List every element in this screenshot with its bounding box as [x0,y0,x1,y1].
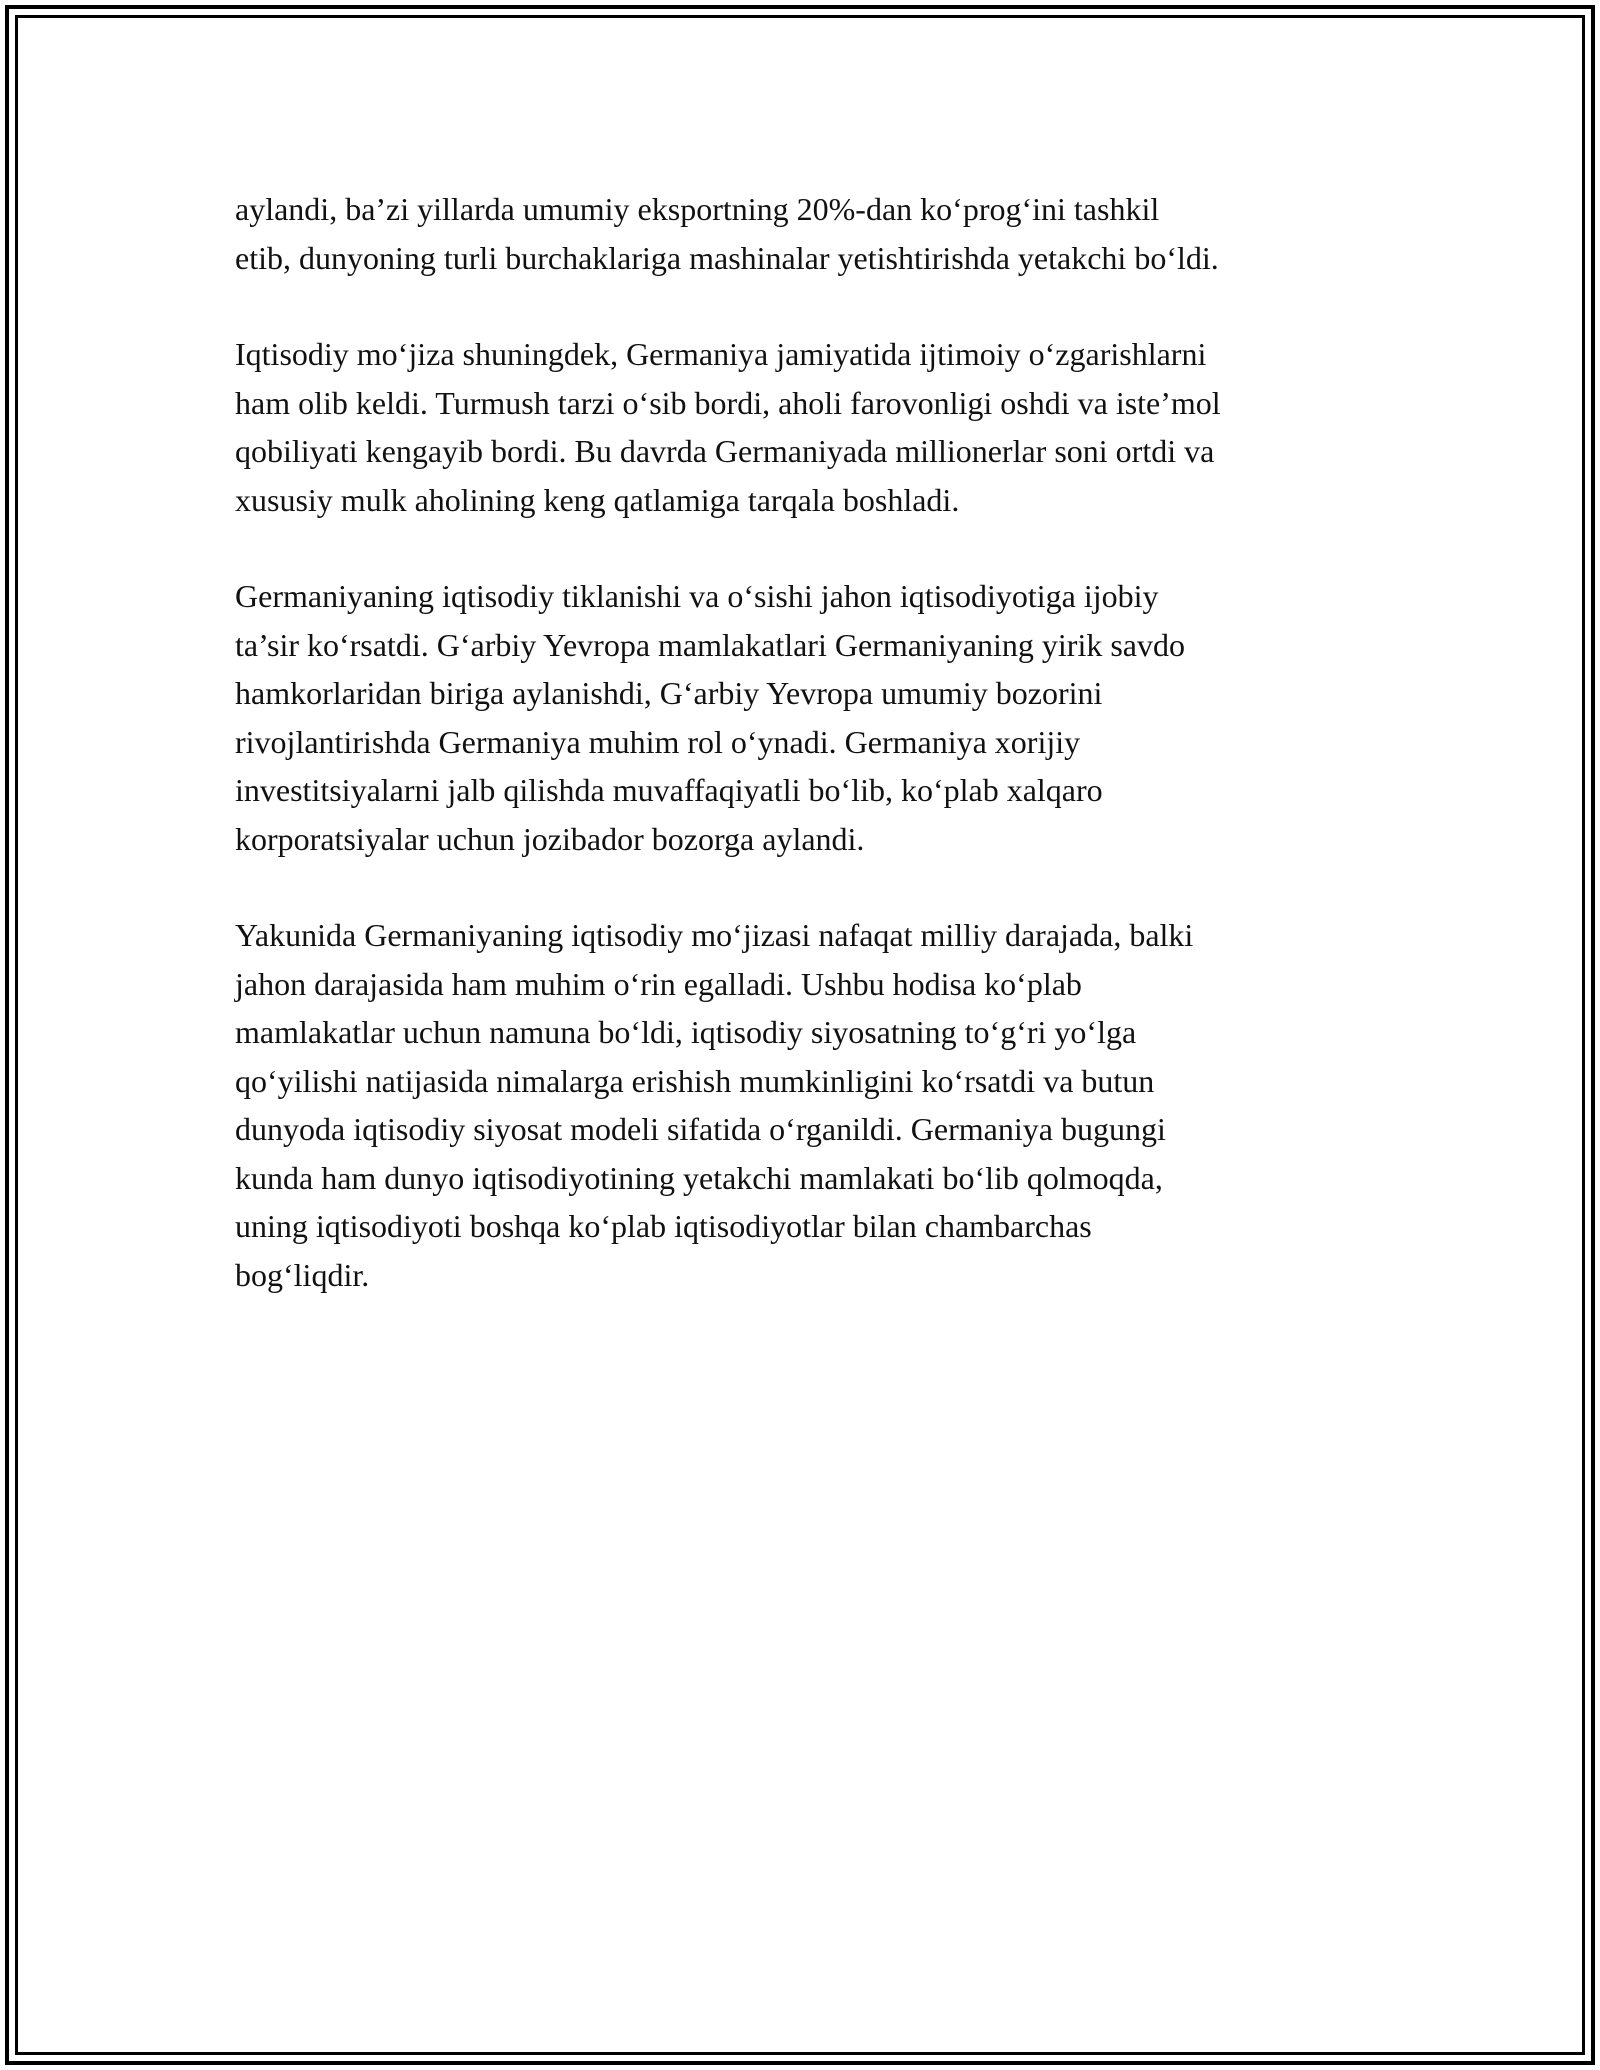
paragraph [235,330,1385,524]
document-body [235,185,1385,1347]
text-line: ta’sir ko‘rsatdi. G‘arbiy Yevropa mamlakatlari Germaniyaning yirik savdo [235,626,1185,663]
text-line: Germaniyaning iqtisodiy tiklanishi va o‘sishi jahon iqtisodiyotiga ijobiy [235,578,1159,614]
text-line: aylandi, ba’zi yillarda umumiy eksportning 20%-dan ko‘prog‘ini tashkil [235,191,1160,227]
text-line: dunyoda iqtisodiy siyosat modeli sifatida o‘rganildi. Germaniya bugungi [235,1111,1166,1147]
paragraph [235,572,1385,863]
paragraph [235,911,1385,1299]
text-line: hamkorlaridan biriga aylanishdi, G‘arbiy Yevropa umumiy bozorini [235,675,1103,711]
text-line: Yakunida Germaniyaning iqtisodiy mo‘jizasi nafaqat milliy darajada, balki [235,917,1194,953]
text-line: ham olib keldi. Turmush tarzi o‘sib bordi, aholi farovonligi oshdi va iste’mol [235,384,1221,421]
text-line: kunda ham dunyo iqtisodiyotining yetakchi mamlakati bo‘lib qolmoqda, [235,1159,1163,1196]
text-line: bog‘liqdir. [235,1256,370,1293]
paragraph [235,185,1385,282]
text-line: etib, dunyoning turli burchaklariga mashinalar yetishtirishda yetakchi bo‘ldi. [235,239,1219,276]
text-line: Iqtisodiy mo‘jiza shuningdek, Germaniya jamiyatida ijtimoiy o‘zgarishlarni [235,336,1207,372]
text-line: mamlakatlar uchun namuna bo‘ldi, iqtisodiy siyosatning to‘g‘ri yo‘lga [235,1014,1137,1050]
text-line: korporatsiyalar uchun jozibador bozorga aylandi. [235,820,865,857]
text-line: uning iqtisodiyoti boshqa ko‘plab iqtisodiyotlar bilan chambarchas [235,1208,1092,1244]
text-line: xususiy mulk aholining keng qatlamiga tarqala boshladi. [235,481,960,518]
text-line: rivojlantirishda Germaniya muhim rol o‘ynadi. Germaniya xorijiy [235,723,1081,760]
text-line: qo‘yilishi natijasida nimalarga erishish mumkinligini ko‘rsatdi va butun [235,1062,1155,1099]
text-line: jahon darajasida ham muhim o‘rin egalladi. Ushbu hodisa ko‘plab [235,965,1082,1002]
text-line: investitsiyalarni jalb qilishda muvaffaqiyatli bo‘lib, ko‘plab xalqaro [235,772,1103,808]
text-line: qobiliyati kengayib bordi. Bu davrda Germaniyada millionerlar soni ortdi va [235,433,1215,469]
